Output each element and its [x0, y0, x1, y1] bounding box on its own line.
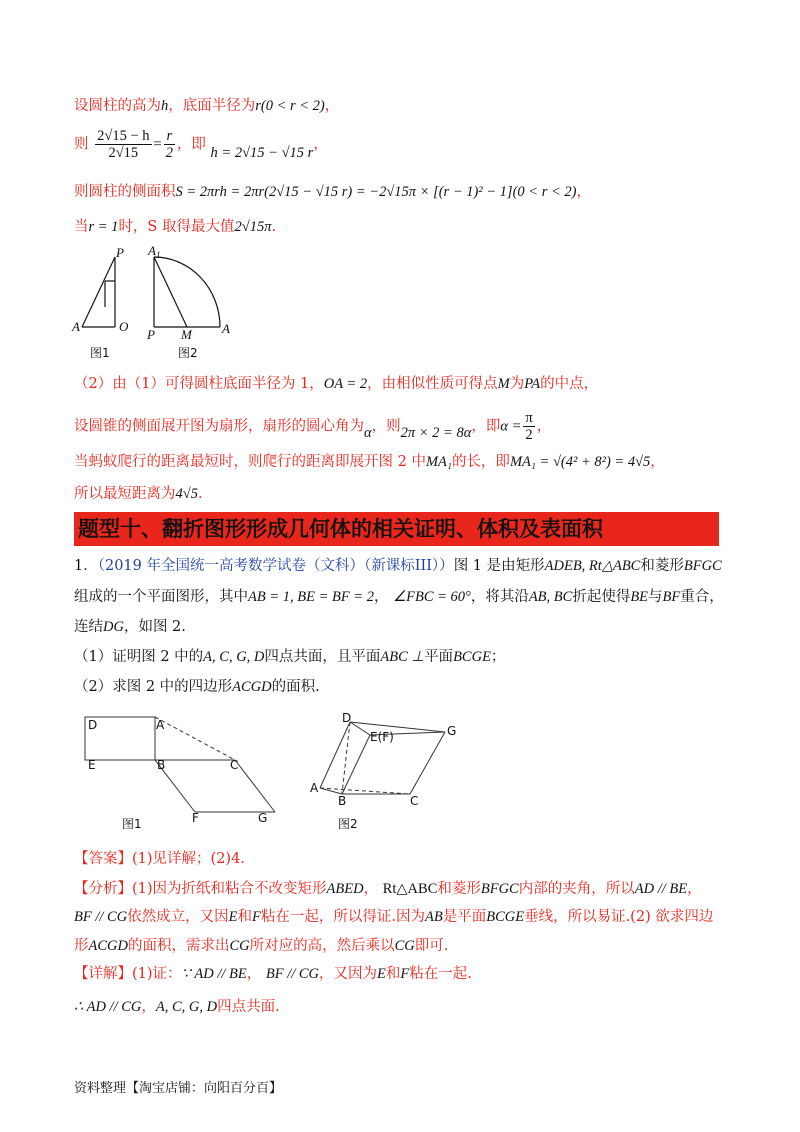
label-b: B	[157, 758, 166, 772]
text: 是平面	[442, 909, 487, 925]
line	[342, 735, 370, 794]
math: MA₁	[425, 454, 452, 470]
text: 和	[385, 966, 401, 982]
text: 当	[74, 219, 89, 235]
label-d: D	[88, 718, 98, 732]
part2-line-2	[74, 410, 551, 443]
caption-fig2: 图2	[338, 817, 358, 831]
text: 所以最短距离为	[74, 486, 176, 502]
text: 的中点，	[540, 376, 599, 392]
text: ，	[687, 881, 702, 897]
problem-number: 1．	[74, 558, 98, 574]
math: BCGE	[453, 649, 491, 665]
text: 内部的夹角，所以	[518, 881, 635, 897]
math: ABED	[326, 881, 364, 897]
text: 折起使得	[572, 589, 631, 605]
text: 重合，	[680, 589, 724, 605]
text: ，	[374, 589, 389, 605]
math: ABC ⊥	[380, 649, 425, 665]
label-a: A	[156, 718, 165, 732]
section-heading: 题型十、翻折图形形成几何体的相关证明、体积及表面积	[74, 512, 719, 546]
fraction	[164, 128, 175, 161]
analysis-line-2	[74, 907, 713, 927]
text: 时，S 取得最大值	[118, 219, 235, 235]
math: AB = 1, BE = BF = 2	[248, 589, 374, 605]
line	[350, 722, 445, 732]
answer-line	[74, 849, 245, 869]
text: 四点共面，且平面	[264, 649, 381, 665]
math: BE	[630, 589, 649, 605]
math: E	[228, 909, 238, 925]
line	[320, 722, 350, 788]
math: CG	[394, 938, 415, 954]
label-p: P	[116, 245, 124, 260]
math: ACGD	[88, 938, 128, 954]
text: ，	[246, 966, 262, 982]
math: PA	[524, 376, 541, 392]
label-m: M	[181, 327, 192, 342]
solution-line-1	[74, 96, 339, 116]
text: 垂线，所以易证.(2) 欲求四边	[524, 909, 714, 925]
math: BF // CG	[74, 909, 128, 925]
text: 和菱形	[437, 881, 481, 897]
denominator: 2	[165, 145, 173, 161]
text: ，由相似性质可得点	[367, 376, 498, 392]
question-2	[74, 677, 320, 697]
math: OA = 2	[323, 376, 368, 392]
text: 设圆柱的高为	[74, 98, 161, 114]
text: 图 1 是由矩形	[453, 558, 545, 574]
math: M	[497, 376, 510, 392]
math: F	[400, 966, 410, 982]
math: α =	[500, 418, 522, 435]
line	[320, 788, 410, 794]
caption-fig2: 图2	[178, 346, 198, 360]
label-g2: G	[447, 724, 457, 738]
text: ，即	[176, 136, 206, 153]
label-e: E	[88, 758, 96, 772]
text: ；	[490, 649, 506, 665]
math: A, C, G, D	[155, 999, 218, 1015]
text: 形	[74, 938, 89, 954]
detail-line-1	[74, 964, 472, 984]
math: BFGC	[480, 881, 519, 897]
arc	[154, 257, 220, 327]
footer-note: 资料整理【淘宝店铺：向阳百分百】	[74, 1081, 283, 1096]
label-b2: B	[338, 794, 347, 808]
part2-line-4	[74, 484, 203, 504]
text: 设圆锥的侧面展开图为扇形，扇形的圆心角为	[74, 418, 364, 435]
text: 则	[74, 136, 89, 153]
text: 当蚂蚁爬行的距离最短时，则爬行的距离即展开图 2 中	[74, 454, 426, 470]
text: ，	[313, 136, 328, 153]
math: BCGE	[486, 909, 525, 925]
text: ，则	[371, 418, 401, 435]
solution-line-3	[74, 182, 591, 202]
denominator: 2√15	[108, 145, 139, 161]
text: ，将其沿	[470, 589, 529, 605]
label-ef: E(F)	[370, 730, 394, 744]
text: 的长，即	[451, 454, 510, 470]
text: .	[271, 219, 277, 235]
text: 和	[237, 909, 253, 925]
figure-fold	[80, 712, 460, 837]
text: （2）由（1）可得圆柱底面半径为 1，	[74, 376, 324, 392]
math: AD // BE	[634, 881, 688, 897]
math: ∠FBC = 60°	[393, 589, 471, 605]
text: 为	[509, 376, 525, 392]
math: AB, BC	[528, 589, 573, 605]
line	[410, 732, 445, 794]
text: ，即	[471, 418, 501, 435]
label-p2: P	[147, 327, 155, 342]
text: 的面积，需求出	[127, 938, 230, 954]
part2-line-1	[74, 374, 598, 394]
math: 2π × 2 = 8α	[400, 424, 472, 441]
solution-line-2	[74, 128, 328, 161]
text: 连结	[74, 619, 103, 635]
line	[82, 257, 115, 327]
problem-line-1	[74, 556, 722, 576]
text: .	[197, 486, 203, 502]
math: h	[161, 98, 169, 114]
figure-cone-sector	[70, 245, 240, 365]
text: ，又因为	[319, 966, 378, 982]
math: 2√15π	[234, 219, 272, 235]
problem-line-3	[74, 617, 186, 637]
math: ACGD	[232, 679, 272, 695]
analysis-line-1	[74, 879, 702, 899]
label-f: F	[192, 811, 199, 825]
math: E	[377, 966, 386, 982]
math: r = 1	[88, 219, 119, 235]
question-1	[74, 647, 505, 667]
math: BFGC	[683, 558, 722, 574]
answer-tag: 【答案】	[74, 851, 132, 867]
detail-line-2	[74, 997, 280, 1017]
problem-line-2	[74, 587, 724, 607]
numerator: π	[525, 410, 533, 426]
fraction	[523, 410, 534, 443]
line	[154, 257, 187, 327]
math: 4√5	[175, 486, 198, 502]
label-a2: A	[222, 321, 230, 336]
math: BF	[662, 589, 681, 605]
text: (1)证：	[132, 966, 182, 982]
math: DG	[103, 619, 124, 635]
numerator: r	[164, 128, 175, 145]
math: S = 2πrh = 2πr(2√15 − √15 r) = −2√15π × [(r − 1)² − 1](0 < r < 2)	[175, 184, 577, 200]
text: 四点共面.	[217, 999, 280, 1015]
caption-fig1: 图1	[90, 346, 110, 360]
math: F	[252, 909, 261, 925]
math: BF // CG	[265, 966, 320, 982]
text: 所对应的高，然后乘以	[249, 938, 395, 954]
caption-fig1: 图1	[122, 817, 142, 831]
text: ，	[536, 418, 552, 435]
text: 粘在一起.	[409, 966, 472, 982]
label-c2: C	[410, 794, 419, 808]
math: A, C, G, D	[203, 649, 265, 665]
detail-tag: 【详解】	[74, 966, 132, 982]
text: 依然成立，又因	[127, 909, 229, 925]
math: ∵ AD // BE	[181, 966, 247, 982]
math: ADEB, Rt△ABC	[544, 558, 641, 574]
part2-line-3	[74, 452, 665, 472]
analysis-tag: 【分析】	[74, 881, 132, 897]
text: 平面	[424, 649, 454, 665]
text: (1)见详解；(2)4.	[132, 851, 245, 867]
label-c: C	[230, 758, 239, 772]
math: CG	[229, 938, 250, 954]
text: 的面积.	[271, 679, 320, 695]
problem-source: （2019 年全国统一高考数学试卷（文科）（新课标III））	[97, 558, 454, 574]
math: AB	[425, 909, 443, 925]
solution-line-4	[74, 217, 276, 237]
label-a1: $A_1$	[148, 243, 161, 260]
text: （1）证明图 2 中的	[74, 649, 204, 665]
text: ，	[650, 454, 665, 470]
text: 粘在一起，所以得证.因为	[260, 909, 425, 925]
math: ∴ AD // CG	[74, 999, 142, 1015]
text: ，底面半径为	[168, 98, 256, 114]
label-o: O	[119, 319, 129, 334]
label-a: A	[72, 319, 80, 334]
text: ，如图 2.	[123, 619, 186, 635]
line	[155, 717, 235, 760]
label-a2: A	[310, 781, 319, 795]
text: 与	[648, 589, 663, 605]
fraction	[95, 128, 151, 161]
equals: =	[153, 136, 162, 153]
math: Rt△ABC	[382, 881, 438, 897]
text: 则圆柱的侧面积	[74, 184, 176, 200]
text: 和菱形	[640, 558, 684, 574]
analysis-line-3	[74, 936, 448, 956]
math: h = 2√15 − √15 r	[210, 144, 314, 161]
text: ，	[363, 881, 379, 897]
math: α	[364, 424, 372, 441]
math: r(0 < r < 2)	[255, 98, 325, 114]
text: ，	[576, 184, 591, 200]
denominator: 2	[525, 427, 533, 443]
text: 即可.	[414, 938, 449, 954]
line	[235, 760, 275, 812]
math: MA₁ = √(4² + 8²) = 4√5	[509, 454, 651, 470]
text: ，	[141, 999, 156, 1015]
text: （2）求图 2 中的四边形	[74, 679, 233, 695]
text: ，	[324, 98, 340, 114]
label-d2: D	[342, 711, 352, 725]
text: 组成的一个平面图形，其中	[74, 589, 248, 605]
numerator: 2√15 − h	[97, 128, 150, 144]
text: (1)因为折纸和粘合不改变矩形	[132, 881, 327, 897]
label-g: G	[258, 811, 268, 825]
line	[342, 722, 350, 794]
